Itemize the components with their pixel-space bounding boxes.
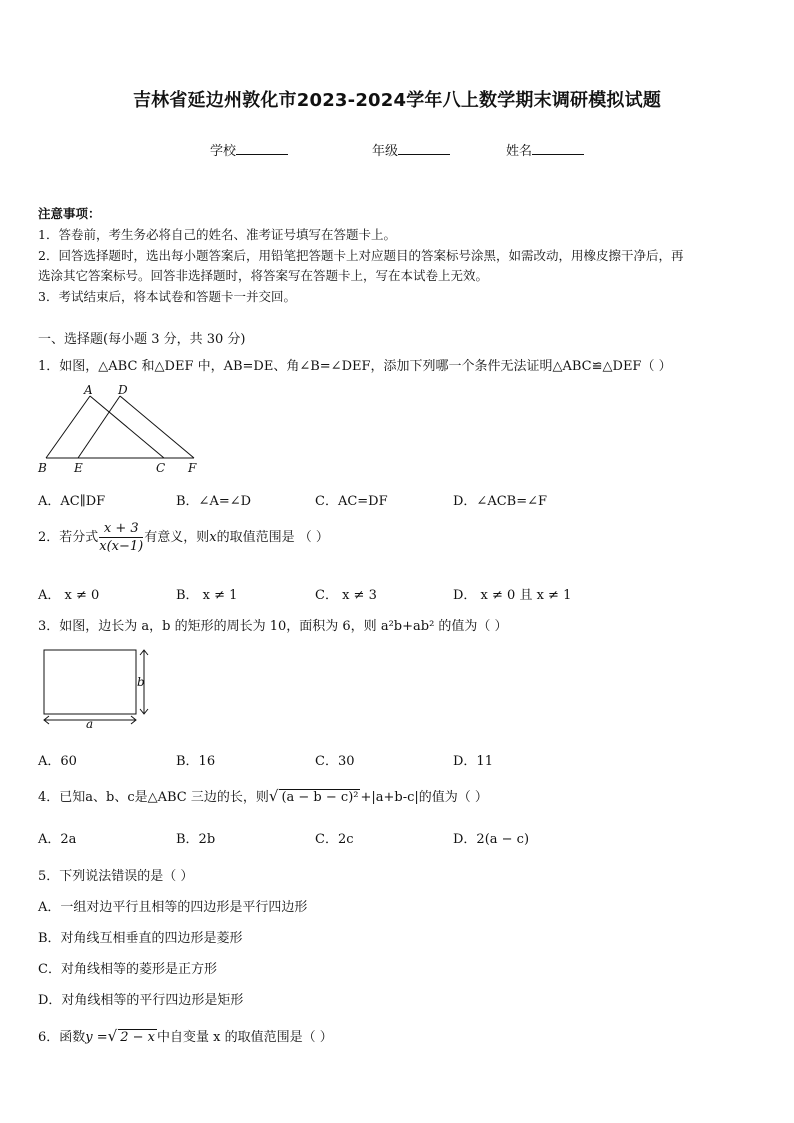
q6-line [38,1026,333,1045]
q1-text: 1．如图，△ABC 和△DEF 中，AB=DE、角∠B=∠DEF，添加下列哪一个条件无法证明△ABC≌△DEF（ ） [38,359,672,374]
notice-item-2-cont: 选涂其它答案标号。回答非选择题时，将答案写在答题卡上，写在本试卷上无效。 [38,268,489,283]
q6-radicand: 2 − x [120,1030,155,1045]
section-heading: 一、选择题(每小题 3 分，共 30 分) [38,332,246,347]
q1-line-ac [90,396,164,458]
notice-item-3: 3．考试结束后，将本试卷和答题卡一并交回。 [38,289,296,304]
q3-rectangle-figure [38,644,158,730]
page-title: 吉林省延边州敦化市2023-2024学年八上数学期末调研模拟试题 [132,90,662,111]
school-label: 学校 [210,144,237,159]
q2-line [38,521,329,554]
q4-option-d[interactable]: D．2(a − c) [453,832,530,847]
name-field [506,140,584,159]
name-label: 姓名 [506,144,533,159]
q3-text: 3．如图，边长为 a，b 的矩形的周长为 10，面积为 6，则 a²b+ab² 的值为（ ） [38,619,508,634]
q1-label-d: D [118,383,128,397]
school-blank [236,141,288,155]
q6-radical-sign: √ [107,1027,118,1045]
q1-line-ed [78,396,120,458]
name-blank [532,141,584,155]
q4-option-a[interactable]: A．2a [38,832,77,847]
q3-option-c[interactable]: C．30 [315,754,355,769]
q5-option-c[interactable]: C．对角线相等的菱形是正方形 [38,962,217,977]
q4-prefix: 4．已知a、b、c是△ABC 三边的长，则 [38,790,269,805]
grade-blank [398,141,450,155]
q2-denominator: x(x−1) [99,539,144,554]
q3-option-a[interactable]: A．60 [38,754,77,769]
q1-option-a[interactable]: A．AC∥DF [38,494,106,509]
q2-numerator: x + 3 [99,521,143,538]
q6-function: y = [85,1030,108,1045]
q1-option-b[interactable]: B．∠A=∠D [176,494,252,509]
q1-label-a: A [84,383,93,397]
q4-option-b[interactable]: B．2b [176,832,216,847]
q3-label-a: a [86,717,94,730]
q2-middle: 有意义，则 [144,530,210,545]
q1-option-d[interactable]: D．∠ACB=∠F [453,494,548,509]
q5-text: 5．下列说法错误的是（ ） [38,869,194,884]
q3-option-b[interactable]: B．16 [176,754,216,769]
q6-prefix: 6．函数 [38,1030,86,1045]
q5-option-d[interactable]: D．对角线相等的平行四边形是矩形 [38,993,244,1008]
notice-heading: 注意事项： [38,206,101,221]
q2-suffix: 的取值范围是 （ ） [216,530,329,545]
q1-label-c: C [156,461,166,475]
q2-prefix: 2．若分式 [38,530,99,545]
q4-radicand: (a − b − c)² [281,790,359,805]
q4-radical-sign: √ [268,787,279,805]
q2-option-b[interactable]: B． x ≠ 1 [176,588,238,603]
q2-option-d[interactable]: D． x ≠ 0 且 x ≠ 1 [453,588,572,603]
q4-suffix: +|a+b-c|的值为（ ） [360,790,488,805]
q1-line-df [120,396,194,458]
q3-label-b: b [137,675,145,689]
q1-label-b: B [38,461,47,475]
q4-line [38,786,488,805]
q5-option-a[interactable]: A．一组对边平行且相等的四边形是平行四边形 [38,900,308,915]
q5-option-b[interactable]: B．对角线互相垂直的四边形是菱形 [38,931,243,946]
school-field [210,140,288,159]
q2-fraction [99,521,143,554]
q2-variable: x [209,530,217,545]
q3-option-d[interactable]: D．11 [453,754,493,769]
notice-item-1: 1．答卷前，考生务必将自己的姓名、准考证号填写在答题卡上。 [38,227,396,242]
q1-line-ba [46,396,90,458]
q2-option-c[interactable]: C． x ≠ 3 [315,588,377,603]
q4-option-c[interactable]: C．2c [315,832,354,847]
q2-option-a[interactable]: A． x ≠ 0 [38,588,100,603]
notice-item-2: 2．回答选择题时，选出每小题答案后，用铅笔把答题卡上对应题目的答案标号涂黑，如需改动，用橡皮擦干净后，再 [38,248,684,263]
q6-suffix: 中自变量 x 的取值范围是（ ） [156,1030,333,1045]
grade-label: 年级 [372,144,399,159]
q1-label-e: E [74,461,83,475]
q1-triangle-figure [34,382,204,476]
q1-label-f: F [188,461,197,475]
q1-option-c[interactable]: C．AC=DF [315,494,388,509]
grade-field [372,140,450,159]
q3-rectangle [44,650,136,714]
